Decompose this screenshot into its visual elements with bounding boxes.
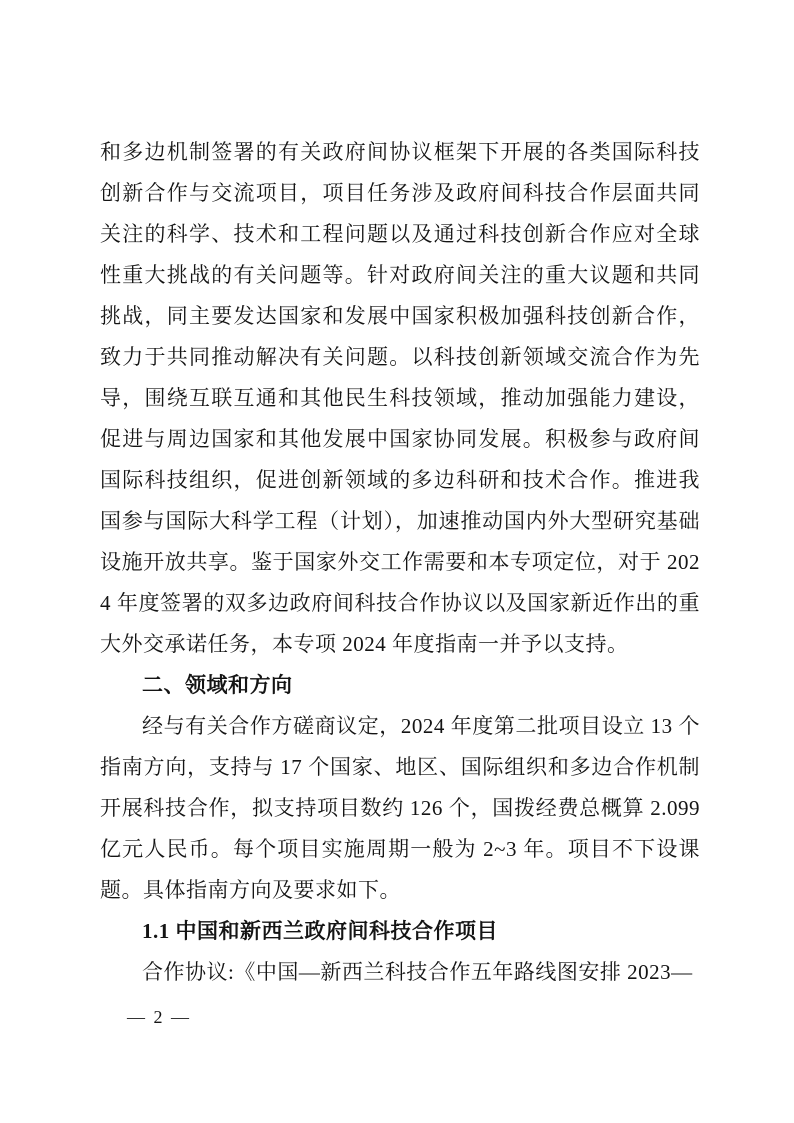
- subsection-heading-china-nz-cooperation: 1.1 中国和新西兰政府间科技合作项目: [142, 919, 498, 943]
- section-heading-fields-directions: 二、领域和方向: [142, 674, 293, 697]
- paragraph-continuation: 和多边机制签署的有关政府间协议框架下开展的各类国际科技创新合作与交流项目，项目任务涉及政府间科技合作层面共同关注的科学、技术和工程问题以及通过科技创新合作应对全球性重大挑战的有关问题等。针对政府间关注的重大议题和共同挑战，同主要发达国家和发展中国家积极加强科技创新合作，致力于共同推动解决有关问题。以科技创新领域交流合作为先导，围绕互联互通和其他民生科技领域，推动加强能力建设，促进与周边国家和其他发展中国家协同发展。积极参与政府间国际科技组织，促进创新领域的多边科研和技术合作。推进我国参与国际大科学工程（计划），加速推动国内外大型研究基础设施开放共享。鉴于国家外交工作需要和本专项定位，对于 2024 年度签署的双多边政府间科技合作协议以及国家新近作出的重大外交承诺任务，本专项 2024 年度指南一并予以支持。: [100, 140, 700, 656]
- page-number: — 2 —: [127, 1007, 191, 1027]
- paragraph-guide-overview: 经与有关合作方磋商议定，2024 年度第二批项目设立 13 个指南方向，支持与 17 个国家、地区、国际组织和多边合作机制开展科技合作，拟支持项目数约 126 个，国拨经费总概算 2.099 亿元人民币。每个项目实施周期一般为 2~3 年。项目不下设课题。具体指南方向及要求如下。: [100, 714, 700, 902]
- document-body: [100, 132, 700, 993]
- paragraph-cooperation-agreement: 合作协议:《中国—新西兰科技合作五年路线图安排 2023—: [142, 960, 693, 984]
